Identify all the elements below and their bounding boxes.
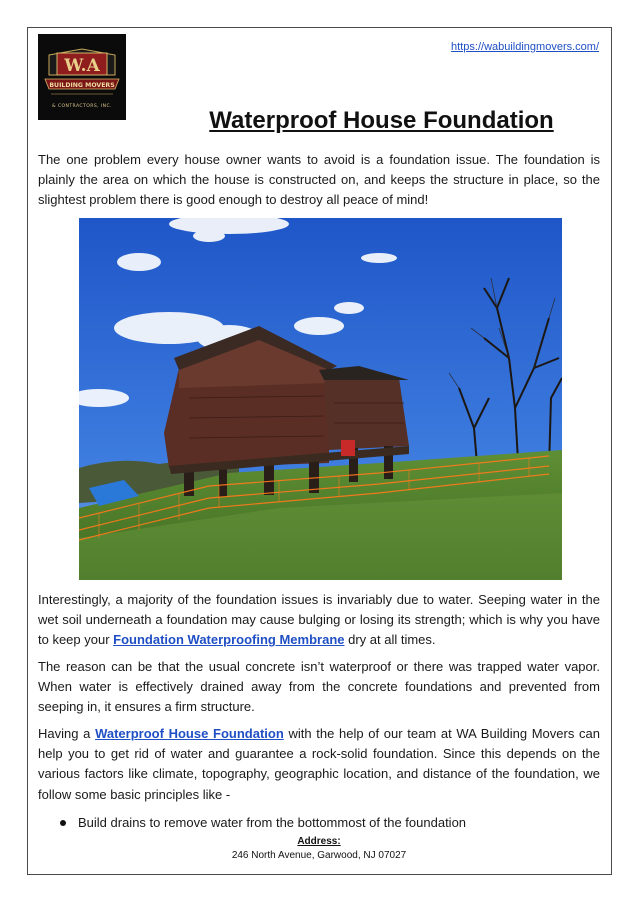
paragraph-concrete-reason: The reason can be that the usual concrete isn’t waterproof or there was trapped water vapor. When water is effectively drained away from the concrete foundations and prevented from seeping in, it ensures a firm structure. — [38, 659, 600, 715]
logo-banner: BUILDING MOVERS — [49, 82, 115, 89]
paragraph-water-issues — [38, 590, 600, 651]
page-title: Waterproof House Foundation — [209, 107, 554, 134]
bullet-icon — [60, 820, 66, 826]
list-item — [60, 814, 466, 832]
p2-text-after: dry at all times. — [344, 632, 436, 648]
house-photo — [79, 218, 562, 580]
p4-text-before: Having a — [38, 726, 96, 741]
footer-address-label: Address: — [297, 836, 341, 847]
logo-monogram: W.A — [64, 56, 100, 76]
footer-address: 246 North Avenue, Garwood, NJ 07027 — [231, 850, 407, 861]
paragraph-waterproof-foundation — [38, 724, 600, 805]
p4-text-after: with the help of our team at WA Building Movers can help you to get rid of water and guarantee a rock-solid foundation. Since this depends on the various factors like climate, topography, geographic location, and distance of the foundation, we follow some basic principles like - — [38, 726, 600, 802]
intro-paragraph: The one problem every house owner wants to avoid is a foundation issue. The foundation is plainly the area on which the house is constructed on, and keeps the structure in place, so the slightest problem there is good enough to destroy all peace of mind! — [38, 152, 600, 208]
waterproof-house-foundation-link[interactable]: Waterproof House Foundation — [95, 726, 284, 741]
website-link[interactable]: https://wabuildingmovers.com/ — [451, 41, 599, 53]
foundation-waterproofing-membrane-link[interactable]: Foundation Waterproofing Membrane — [113, 632, 345, 648]
logo-emblem-icon — [43, 45, 121, 103]
p2-text-before: Interestingly, a majority of the foundation issues is invariably due to water. Seeping water in the wet soil underneath a foundation may cause bulging or losing its strength; which is why you have to keep your — [38, 592, 600, 648]
list-item-text: Build drains to remove water from the bottommost of the foundation — [78, 815, 467, 830]
logo-tagline: & CONTRACTORS, INC. — [52, 104, 112, 109]
